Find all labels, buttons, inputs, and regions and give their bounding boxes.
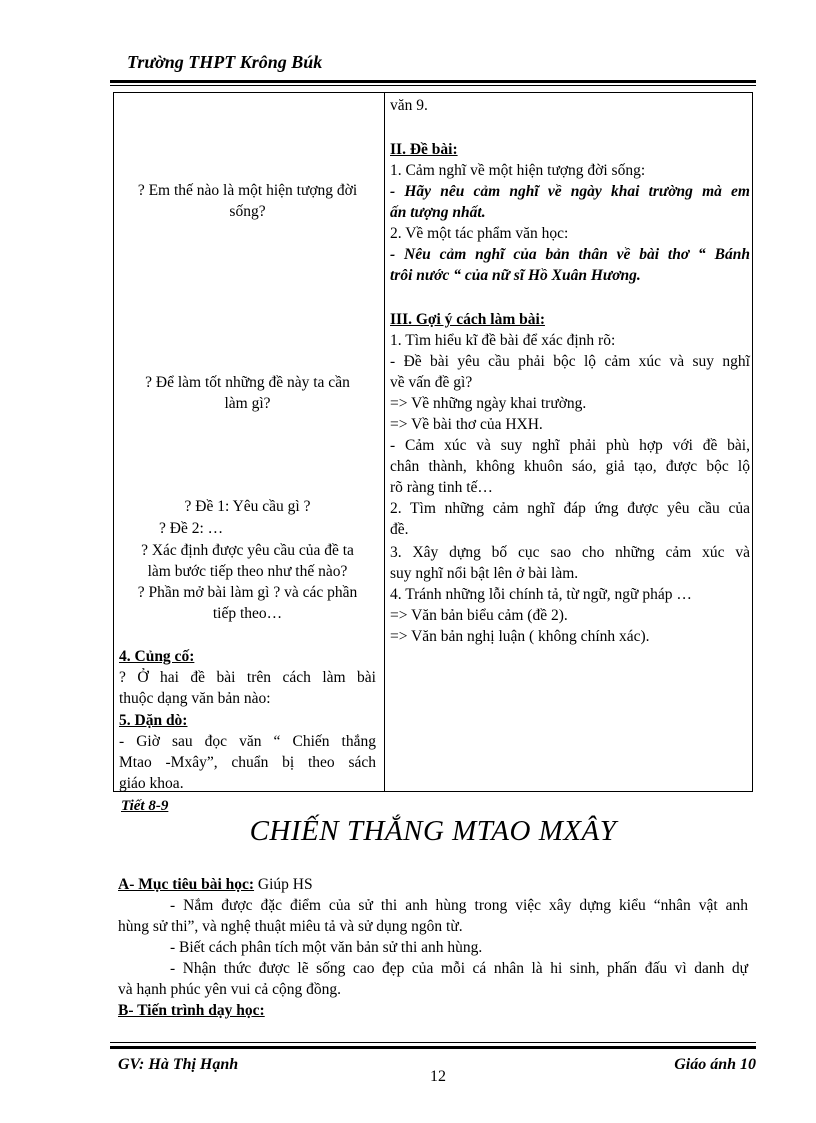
- content-line: rõ ràng tinh tế…: [390, 479, 493, 496]
- teacher-question-line: 4. Củng cố:: [119, 648, 195, 665]
- teacher-question-line: ? Ở hai đề bài trên cách làm bài: [119, 669, 376, 686]
- footer-rule-thin: [110, 1042, 756, 1043]
- content-line: - Cảm xúc và suy nghĩ phải phù hợp với đề bài,: [390, 437, 750, 454]
- teacher-question-line: tiếp theo…: [212, 605, 283, 622]
- objectives-heading: A- Mục tiêu bài học:: [118, 876, 255, 893]
- content-line: III. Gợi ý cách làm bài:: [390, 311, 545, 328]
- process-heading-line: [118, 1000, 748, 1021]
- content-line: 3. Xây dựng bố cục sao cho những cảm xúc và: [390, 544, 750, 561]
- teacher-question-line: - Giờ sau đọc văn “ Chiến thắng: [119, 733, 376, 750]
- objectives-heading-line: [118, 874, 748, 895]
- content-line: đề.: [390, 521, 409, 538]
- subject-label: Giáo ánh 10: [674, 1056, 756, 1073]
- content-line: - Hãy nêu cảm nghĩ về ngày khai trường mà em: [390, 183, 750, 200]
- teacher-question-line: giáo khoa.: [119, 775, 184, 792]
- objective-line: - Nhận thức được lẽ sống cao đẹp của mỗi cá nhân là hi sinh, phấn đấu vì danh dự: [170, 960, 748, 977]
- lesson-number: Tiết 8-9: [121, 798, 169, 814]
- content-line: trôi nước “ của nữ sĩ Hồ Xuân Hương.: [390, 267, 641, 284]
- page-number: 12: [430, 1068, 446, 1085]
- teacher-question-line: làm gì?: [224, 395, 271, 412]
- content-line: văn 9.: [390, 97, 428, 114]
- lesson-title: CHIẾN THẮNG MTAO MXÂY: [249, 815, 617, 847]
- content-line: 1. Cảm nghĩ về một hiện tượng đời sống:: [390, 162, 646, 179]
- content-line: - Nêu cảm nghĩ của bản thân về bài thơ “ Bánh: [390, 246, 750, 263]
- teacher-name: GV: Hà Thị Hạnh: [118, 1056, 239, 1073]
- teacher-question-line: Mtao -Mxây”, chuẩn bị theo sách: [119, 754, 376, 771]
- objective-line: - Biết cách phân tích một văn bản sử thi anh hùng.: [170, 939, 483, 956]
- teacher-question-line: ? Xác định được yêu cầu của đề ta: [141, 542, 354, 559]
- content-line: chân thành, không khuôn sáo, giả tạo, được bộc lộ: [390, 458, 750, 475]
- content-line: => Về bài thơ của HXH.: [390, 416, 543, 433]
- teacher-question-line: ? Đề 2: …: [159, 520, 224, 537]
- teacher-question-line: ? Đề 1: Yêu cầu gì ?: [184, 498, 311, 515]
- teacher-question-line: 5. Dặn dò:: [119, 712, 188, 729]
- teacher-question-line: làm bước tiếp theo như thế nào?: [147, 563, 348, 580]
- content-line: về vấn đề gì?: [390, 374, 473, 391]
- header-rule-thin: [110, 85, 756, 86]
- process-heading: B- Tiến trình dạy học:: [118, 1002, 265, 1019]
- teacher-question-line: ? Để làm tốt những đề này ta cần: [145, 374, 350, 391]
- objective-line: - Nắm được đặc điểm của sử thi anh hùng trong việc xây dựng kiểu “nhân vật anh: [170, 897, 748, 914]
- objectives-heading-suffix: Giúp HS: [254, 876, 313, 893]
- teacher-question-line: sống?: [229, 203, 266, 220]
- teacher-question-line: ? Em thế nào là một hiện tượng đời: [137, 182, 358, 199]
- content-line: => Văn bản nghị luận ( không chính xác).: [390, 628, 650, 645]
- content-line: 2. Về một tác phẩm văn học:: [390, 225, 569, 242]
- school-name: Trường THPT Krông Búk: [127, 52, 323, 72]
- content-line: suy nghĩ nổi bật lên ở bài làm.: [390, 565, 579, 582]
- content-line: 2. Tìm những cảm nghĩ đáp ứng được yêu cầu của: [390, 500, 750, 517]
- content-line: 1. Tìm hiểu kĩ đề bài để xác định rõ:: [390, 332, 616, 349]
- content-line: 4. Tránh những lỗi chính tả, từ ngữ, ngữ pháp …: [390, 586, 692, 603]
- footer-rule: [110, 1046, 756, 1049]
- table-column-divider: [384, 92, 385, 792]
- content-line: => Văn bản biểu cảm (đề 2).: [390, 607, 568, 624]
- content-line: II. Đề bài:: [390, 141, 458, 158]
- teacher-question-line: thuộc dạng văn bản nào:: [119, 690, 271, 707]
- objective-line: và hạnh phúc yên vui cả cộng đồng.: [118, 981, 341, 998]
- content-line: => Về những ngày khai trường.: [390, 395, 587, 412]
- objective-line: hùng sử thi”, và nghệ thuật miêu tả và sử dụng ngôn từ.: [118, 918, 463, 935]
- content-line: ấn tượng nhất.: [390, 204, 486, 221]
- content-line: - Đề bài yêu cầu phải bộc lộ cảm xúc và suy nghĩ: [390, 353, 750, 370]
- teacher-question-line: ? Phần mở bài làm gì ? và các phần: [137, 584, 358, 601]
- header-rule: [110, 80, 756, 83]
